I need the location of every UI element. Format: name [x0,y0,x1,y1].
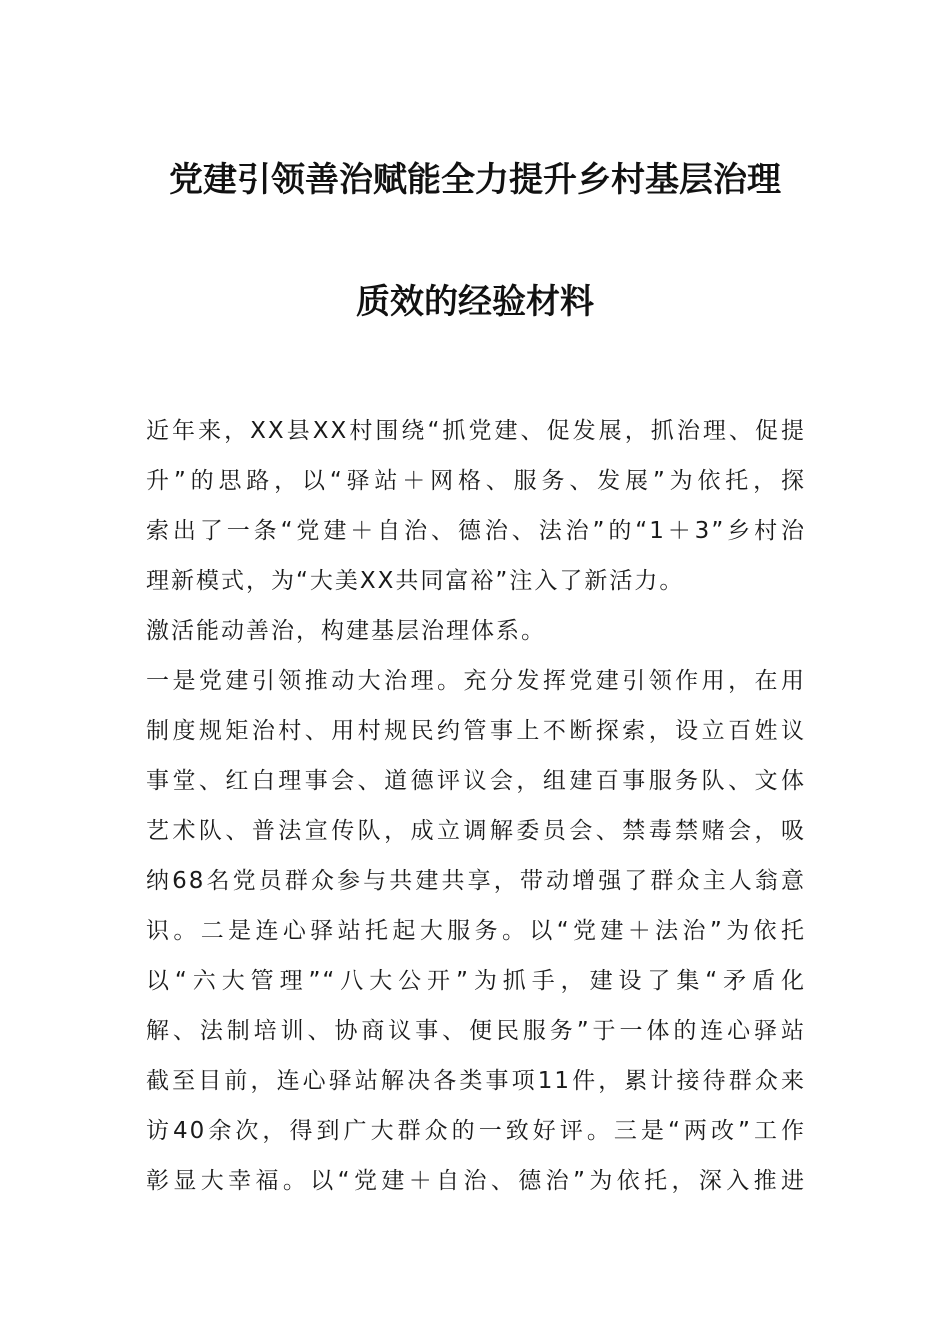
paragraph-line: 彰显大幸福。以“党建＋自治、德治”为依托，深入推进 [146,1168,806,1194]
paragraph-line: 纳68名党员群众参与共建共享，带动增强了群众主人翁意 [146,868,806,894]
paragraph-line: 识。二是连心驿站托起大服务。以“党建＋法治”为依托 [146,918,806,944]
paragraph-line: 理新模式，为“大美XX共同富裕”注入了新活力。 [146,568,685,594]
paragraph-line: 访40余次，得到广大群众的一致好评。三是“两改”工作 [146,1118,806,1144]
paragraph-line: 以“六大管理”“八大公开”为抓手，建设了集“矛盾化 [146,968,806,994]
document-title-line-2: 质效的经验材料 [356,282,594,322]
paragraph-line: 截至目前，连心驿站解决各类事项11件，累计接待群众来 [146,1068,806,1094]
paragraph-line: 解、法制培训、协商议事、便民服务”于一体的连心驿站 [146,1018,806,1044]
paragraph-line: 索出了一条“党建＋自治、德治、法治”的“1＋3”乡村治 [146,518,806,544]
paragraph-line: 升”的思路，以“驿站＋网格、服务、发展”为依托，探 [146,468,806,494]
paragraph-line: 艺术队、普法宣传队，成立调解委员会、禁毒禁赌会，吸 [146,818,806,844]
paragraph-line: 事堂、红白理事会、道德评议会，组建百事服务队、文体 [146,768,806,794]
paragraph-line: 一是党建引领推动大治理。充分发挥党建引领作用，在用 [146,668,806,694]
paragraph-line: 制度规矩治村、用村规民约管事上不断探索，设立百姓议 [146,718,806,744]
document-title-line-1: 党建引领善治赋能全力提升乡村基层治理 [169,160,781,200]
section-heading-line: 激活能动善治，构建基层治理体系。 [146,618,546,644]
paragraph-line: 近年来，XX县XX村围绕“抓党建、促发展，抓治理、促提 [146,418,806,444]
